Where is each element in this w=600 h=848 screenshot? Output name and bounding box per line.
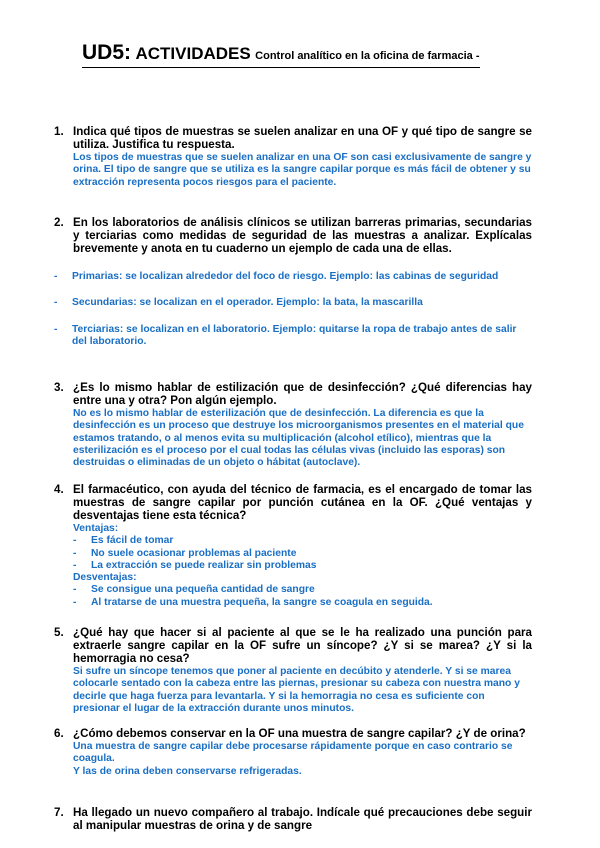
disadvantages-list	[73, 584, 532, 609]
question-number: 1.	[54, 125, 64, 138]
list-item-text: Es fácil de tomar	[91, 535, 174, 547]
question-1	[54, 125, 532, 189]
answer-paragraph: No es lo mismo hablar de esterilización que de desinfección. La diferencia es que la desinfección es un proceso que destruye los microorganismos presentes en el material que estamos tratando, o al menos evita su multiplicación (alcohol etílico), mientras que la esterilización es el proceso por el cual todas las células vivas (incluido las esporas) son destruidas o eliminadas de un objeto o hábitat (autoclave).	[73, 408, 524, 469]
answer-text	[73, 666, 532, 715]
list-item-text: Se consigue una pequeña cantidad de sangre	[91, 584, 315, 596]
bullet-dash: -	[73, 547, 77, 559]
question-text: El farmacéutico, con ayuda del técnico de farmacia, es el encargado de tomar las muestras de sangre capilar por punción cutánea en la OF. ¿Qué ventajas y desventajas tiene esta técnica?	[73, 483, 532, 522]
question-number: 5.	[54, 626, 64, 639]
list-item-text: Secundarias: se localizan en el operador. Ejemplo: la bata, la mascarilla	[72, 297, 423, 309]
list-item	[73, 597, 532, 609]
question-5	[54, 626, 532, 715]
advantages-label: Ventajas:	[73, 523, 119, 534]
advantages-list	[73, 535, 532, 572]
title-unit: UD5:	[82, 41, 132, 64]
question-6	[54, 727, 532, 778]
bullet-dash: -	[54, 323, 58, 335]
answer-paragraph: Y las de orina deben conservarse refrigeradas.	[73, 765, 302, 777]
barriers-list	[54, 271, 532, 348]
list-item	[73, 548, 532, 560]
bullet-dash: -	[73, 559, 77, 571]
question-7	[54, 806, 532, 832]
list-item	[73, 584, 532, 596]
answer-block	[73, 523, 532, 609]
list-item-text: La extracción se puede realizar sin problemas	[91, 559, 317, 571]
question-text: Indica qué tipos de muestras se suelen analizar en una OF y qué tipo de sangre se utiliza. Justifica tu respuesta.	[73, 125, 532, 151]
question-4	[54, 483, 532, 609]
question-text: ¿Qué hay que hacer si al paciente al que se le ha realizado una punción para extraerle sangre capilar en la OF sufre un síncope? ¿Y si se marea? ¿Y si la hemorragia no cesa?	[73, 626, 532, 665]
answer-paragraph: Los tipos de muestras que se suelen analizar en una OF son casi exclusivamente de sangre y orina. El tipo de sangre que se utiliza es la sangre capilar porque es más fácil de obtener y su extracción representa pocos riesgos para el paciente.	[73, 152, 532, 188]
list-item-text: Terciarias: se localizan en el laboratorio. Ejemplo: quitarse la ropa de trabajo antes de salir del laboratorio.	[72, 323, 517, 347]
answer-text	[73, 408, 532, 469]
list-item	[54, 297, 532, 309]
question-3	[54, 381, 532, 469]
bullet-dash: -	[73, 596, 77, 608]
list-item-text: Primarias: se localizan alrededor del foco de riesgo. Ejemplo: las cabinas de seguridad	[72, 271, 499, 282]
question-number: 3.	[54, 381, 64, 394]
bullet-dash: -	[54, 271, 58, 282]
question-number: 7.	[54, 806, 64, 819]
answer-text	[73, 741, 532, 778]
bullet-dash: -	[73, 584, 77, 596]
answer-text	[73, 152, 532, 189]
list-item	[73, 560, 532, 572]
question-number: 4.	[54, 483, 64, 496]
question-number: 2.	[54, 216, 64, 229]
list-item	[54, 324, 532, 349]
question-text: Ha llegado un nuevo compañero al trabajo. Indícale qué precauciones debe seguir al manipular muestras de orina y de sangre	[73, 806, 532, 832]
bullet-dash: -	[73, 535, 77, 547]
question-number: 6.	[54, 727, 64, 740]
list-item-text: No suele ocasionar problemas al paciente	[91, 547, 297, 559]
answer-paragraph: Una muestra de sangre capilar debe procesarse rápidamente porque en caso contrario se coagula.	[73, 741, 513, 765]
disadvantages-label: Desventajas:	[73, 572, 137, 584]
title-activities: ACTIVIDADES	[135, 44, 251, 63]
title-subtitle: Control analítico en la oficina de farmacia -	[255, 50, 480, 62]
page-title	[82, 42, 480, 68]
question-2	[54, 216, 532, 348]
bullet-dash: -	[54, 297, 58, 309]
question-text: En los laboratorios de análisis clínicos se utilizan barreras primarias, secundarias y terciarias como medidas de seguridad de las muestras a analizar. Explícalas brevemente y anota en tu cuaderno un ejemplo de cada una de ellas.	[73, 216, 532, 255]
question-text: ¿Es lo mismo hablar de estilización que de desinfección? ¿Qué diferencias hay entre una y otra? Pon algún ejemplo.	[73, 381, 532, 407]
list-item	[73, 535, 532, 547]
answer-paragraph: Si sufre un síncope tenemos que poner al paciente en decúbito y atenderle. Y si se marea colocarle sentado con la cabeza entre las piernas, presionar su cabeza con nuestra mano y decirle que haga fuerza para levantarla. Y si la hemorragia no cesa es suficiente con presionar el lugar de la extracción durante unos minutos.	[73, 666, 520, 714]
question-text: ¿Cómo debemos conservar en la OF una muestra de sangre capilar? ¿Y de orina?	[73, 727, 526, 740]
list-item	[54, 271, 532, 283]
list-item-text: Al tratarse de una muestra pequeña, la sangre se coagula en seguida.	[91, 596, 433, 608]
